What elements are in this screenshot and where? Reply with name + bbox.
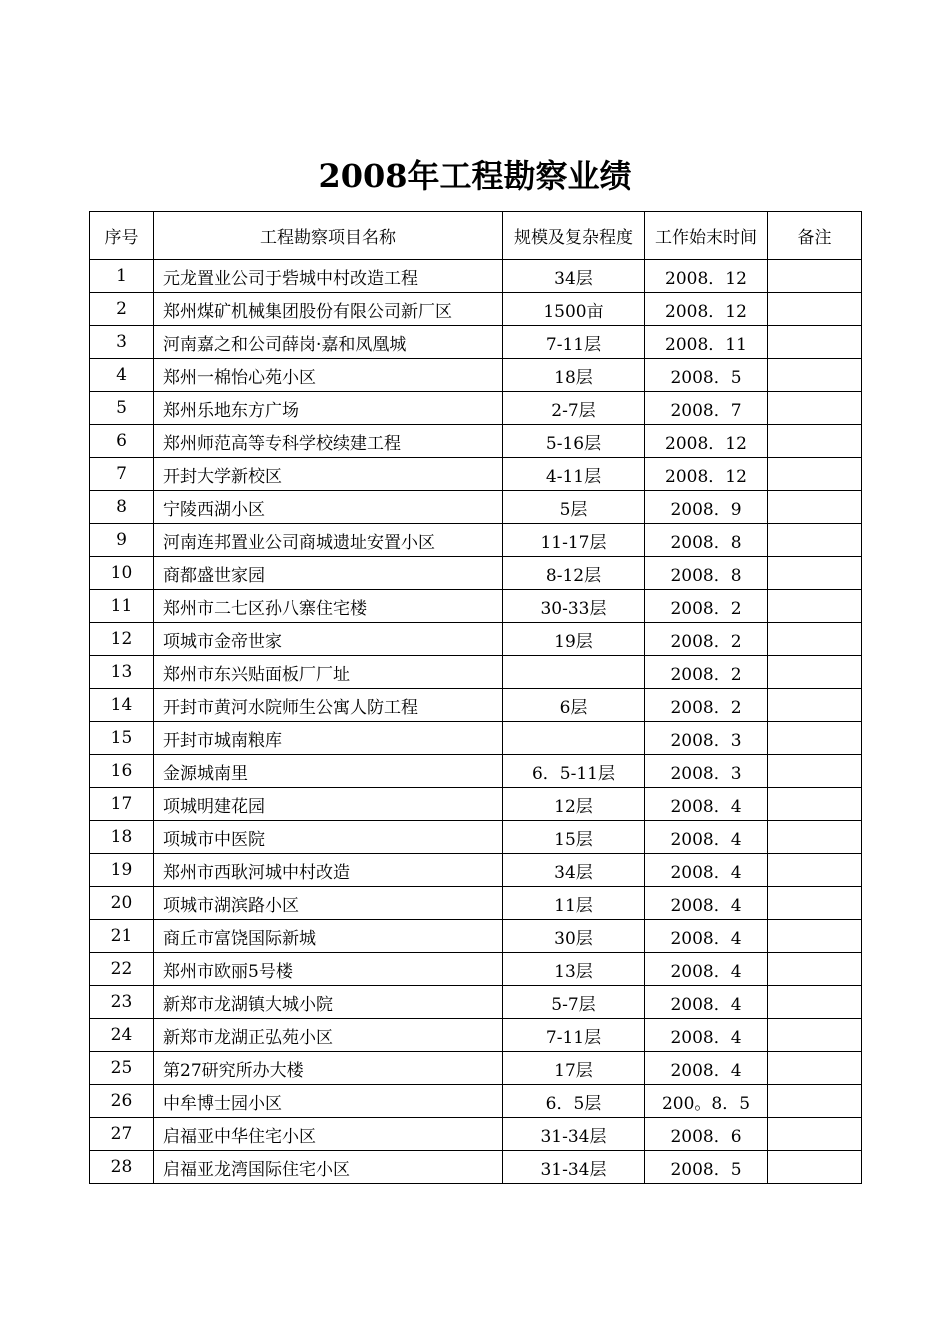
cell-project-name: 开封市城南粮库	[154, 722, 503, 755]
cell-scale: 4-11层	[503, 458, 645, 491]
cell-note	[768, 1019, 862, 1052]
table-row	[90, 491, 862, 524]
cell-time: 2008．12	[645, 458, 768, 491]
cell-scale: 34层	[503, 260, 645, 293]
cell-scale: 5-16层	[503, 425, 645, 458]
cell-note	[768, 953, 862, 986]
cell-scale: 15层	[503, 821, 645, 854]
cell-number: 8	[90, 491, 154, 524]
cell-scale: 7-11层	[503, 326, 645, 359]
cell-project-name: 郑州师范高等专科学校续建工程	[154, 425, 503, 458]
cell-project-name: 郑州市西耿河城中村改造	[154, 854, 503, 887]
survey-records-table	[89, 211, 862, 1184]
cell-time: 2008．5	[645, 1151, 768, 1184]
cell-time: 2008．2	[645, 689, 768, 722]
cell-note	[768, 821, 862, 854]
cell-scale: 19层	[503, 623, 645, 656]
cell-project-name: 金源城南里	[154, 755, 503, 788]
header-project-name: 工程勘察项目名称	[154, 212, 503, 260]
header-time: 工作始末时间	[645, 212, 768, 260]
cell-time: 2008．2	[645, 623, 768, 656]
table-row	[90, 458, 862, 491]
cell-time: 2008．12	[645, 260, 768, 293]
cell-note	[768, 920, 862, 953]
table-row	[90, 359, 862, 392]
cell-project-name: 郑州市欧丽5号楼	[154, 953, 503, 986]
cell-number: 20	[90, 887, 154, 920]
cell-scale: 12层	[503, 788, 645, 821]
cell-scale: 5层	[503, 491, 645, 524]
cell-time: 2008．4	[645, 788, 768, 821]
cell-note	[768, 1118, 862, 1151]
cell-scale: 7-11层	[503, 1019, 645, 1052]
cell-note	[768, 1052, 862, 1085]
cell-time: 2008．9	[645, 491, 768, 524]
cell-number: 11	[90, 590, 154, 623]
cell-note	[768, 1151, 862, 1184]
cell-note	[768, 524, 862, 557]
table-row	[90, 260, 862, 293]
cell-project-name: 元龙置业公司于砦城中村改造工程	[154, 260, 503, 293]
cell-number: 24	[90, 1019, 154, 1052]
cell-time: 2008．4	[645, 920, 768, 953]
cell-project-name: 郑州煤矿机械集团股份有限公司新厂区	[154, 293, 503, 326]
cell-time: 2008．4	[645, 821, 768, 854]
cell-time: 2008．4	[645, 1052, 768, 1085]
cell-scale: 11层	[503, 887, 645, 920]
table-row	[90, 590, 862, 623]
cell-scale: 11-17层	[503, 524, 645, 557]
cell-number: 15	[90, 722, 154, 755]
cell-note	[768, 755, 862, 788]
cell-time: 2008．8	[645, 524, 768, 557]
cell-number: 17	[90, 788, 154, 821]
header-scale: 规模及复杂程度	[503, 212, 645, 260]
cell-number: 10	[90, 557, 154, 590]
cell-project-name: 郑州一棉怡心苑小区	[154, 359, 503, 392]
table-row	[90, 986, 862, 1019]
cell-project-name: 项城明建花园	[154, 788, 503, 821]
cell-time: 2008．11	[645, 326, 768, 359]
cell-note	[768, 260, 862, 293]
cell-number: 4	[90, 359, 154, 392]
cell-number: 22	[90, 953, 154, 986]
cell-number: 7	[90, 458, 154, 491]
cell-number: 27	[90, 1118, 154, 1151]
cell-scale: 6．5层	[503, 1085, 645, 1118]
table-row	[90, 920, 862, 953]
cell-number: 14	[90, 689, 154, 722]
cell-time: 200。8．5	[645, 1085, 768, 1118]
cell-time: 2008．12	[645, 425, 768, 458]
cell-note	[768, 359, 862, 392]
cell-number: 6	[90, 425, 154, 458]
cell-note	[768, 854, 862, 887]
cell-scale: 6．5-11层	[503, 755, 645, 788]
cell-scale	[503, 722, 645, 755]
cell-scale: 2-7层	[503, 392, 645, 425]
cell-note	[768, 326, 862, 359]
cell-project-name: 商丘市富饶国际新城	[154, 920, 503, 953]
cell-project-name: 河南连邦置业公司商城遗址安置小区	[154, 524, 503, 557]
cell-scale: 31-34层	[503, 1118, 645, 1151]
cell-project-name: 宁陵西湖小区	[154, 491, 503, 524]
cell-project-name: 启福亚中华住宅小区	[154, 1118, 503, 1151]
cell-project-name: 商都盛世家园	[154, 557, 503, 590]
cell-time: 2008．12	[645, 293, 768, 326]
cell-time: 2008．3	[645, 722, 768, 755]
cell-scale: 34层	[503, 854, 645, 887]
cell-number: 13	[90, 656, 154, 689]
cell-note	[768, 788, 862, 821]
header-number: 序号	[90, 212, 154, 260]
cell-scale: 8-12层	[503, 557, 645, 590]
cell-project-name: 中牟博士园小区	[154, 1085, 503, 1118]
cell-number: 9	[90, 524, 154, 557]
table-row	[90, 1118, 862, 1151]
cell-time: 2008．4	[645, 854, 768, 887]
cell-number: 28	[90, 1151, 154, 1184]
cell-scale: 6层	[503, 689, 645, 722]
cell-time: 2008．4	[645, 953, 768, 986]
table-row	[90, 557, 862, 590]
cell-project-name: 郑州乐地东方广场	[154, 392, 503, 425]
cell-scale: 31-34层	[503, 1151, 645, 1184]
cell-project-name: 启福亚龙湾国际住宅小区	[154, 1151, 503, 1184]
cell-number: 19	[90, 854, 154, 887]
cell-note	[768, 491, 862, 524]
cell-note	[768, 1085, 862, 1118]
cell-note	[768, 722, 862, 755]
cell-project-name: 项城市金帝世家	[154, 623, 503, 656]
cell-note	[768, 458, 862, 491]
table-row	[90, 623, 862, 656]
cell-note	[768, 590, 862, 623]
cell-number: 18	[90, 821, 154, 854]
cell-scale: 1500亩	[503, 293, 645, 326]
cell-note	[768, 425, 862, 458]
table-row	[90, 1052, 862, 1085]
cell-project-name: 开封市黄河水院师生公寓人防工程	[154, 689, 503, 722]
cell-scale	[503, 656, 645, 689]
cell-scale: 5-7层	[503, 986, 645, 1019]
cell-note	[768, 293, 862, 326]
table-row	[90, 326, 862, 359]
table-row	[90, 722, 862, 755]
cell-note	[768, 392, 862, 425]
table-body	[90, 260, 862, 1184]
cell-time: 2008．8	[645, 557, 768, 590]
table-row	[90, 788, 862, 821]
cell-project-name: 项城市中医院	[154, 821, 503, 854]
cell-number: 12	[90, 623, 154, 656]
cell-note	[768, 887, 862, 920]
cell-scale: 18层	[503, 359, 645, 392]
cell-project-name: 河南嘉之和公司薛岗·嘉和凤凰城	[154, 326, 503, 359]
cell-project-name: 郑州市二七区孙八寨住宅楼	[154, 590, 503, 623]
table-row	[90, 656, 862, 689]
cell-time: 2008．4	[645, 986, 768, 1019]
table-row	[90, 524, 862, 557]
page-title: 2008年工程勘察业绩	[318, 157, 632, 195]
cell-note	[768, 656, 862, 689]
cell-number: 2	[90, 293, 154, 326]
cell-time: 2008．5	[645, 359, 768, 392]
table-row	[90, 755, 862, 788]
table-row	[90, 392, 862, 425]
table-row	[90, 854, 862, 887]
cell-note	[768, 557, 862, 590]
cell-note	[768, 986, 862, 1019]
cell-number: 25	[90, 1052, 154, 1085]
cell-number: 21	[90, 920, 154, 953]
cell-time: 2008．4	[645, 887, 768, 920]
cell-scale: 13层	[503, 953, 645, 986]
cell-number: 16	[90, 755, 154, 788]
cell-number: 3	[90, 326, 154, 359]
cell-number: 5	[90, 392, 154, 425]
table-row	[90, 887, 862, 920]
table-row	[90, 425, 862, 458]
cell-time: 2008．4	[645, 1019, 768, 1052]
cell-time: 2008．2	[645, 656, 768, 689]
table-row	[90, 293, 862, 326]
cell-number: 26	[90, 1085, 154, 1118]
table-row	[90, 1151, 862, 1184]
header-note: 备注	[768, 212, 862, 260]
cell-project-name: 开封大学新校区	[154, 458, 503, 491]
cell-time: 2008．7	[645, 392, 768, 425]
table-header-row	[90, 212, 862, 260]
cell-project-name: 郑州市东兴贴面板厂厂址	[154, 656, 503, 689]
table-row	[90, 1085, 862, 1118]
table-row	[90, 1019, 862, 1052]
cell-scale: 30层	[503, 920, 645, 953]
cell-project-name: 新郑市龙湖正弘苑小区	[154, 1019, 503, 1052]
cell-time: 2008．3	[645, 755, 768, 788]
table-row	[90, 821, 862, 854]
cell-time: 2008．2	[645, 590, 768, 623]
cell-project-name: 项城市湖滨路小区	[154, 887, 503, 920]
cell-project-name: 第27研究所办大楼	[154, 1052, 503, 1085]
cell-scale: 17层	[503, 1052, 645, 1085]
cell-number: 23	[90, 986, 154, 1019]
table-row	[90, 689, 862, 722]
cell-note	[768, 623, 862, 656]
cell-scale: 30-33层	[503, 590, 645, 623]
cell-note	[768, 689, 862, 722]
cell-project-name: 新郑市龙湖镇大城小院	[154, 986, 503, 1019]
cell-time: 2008．6	[645, 1118, 768, 1151]
table-row	[90, 953, 862, 986]
cell-number: 1	[90, 260, 154, 293]
